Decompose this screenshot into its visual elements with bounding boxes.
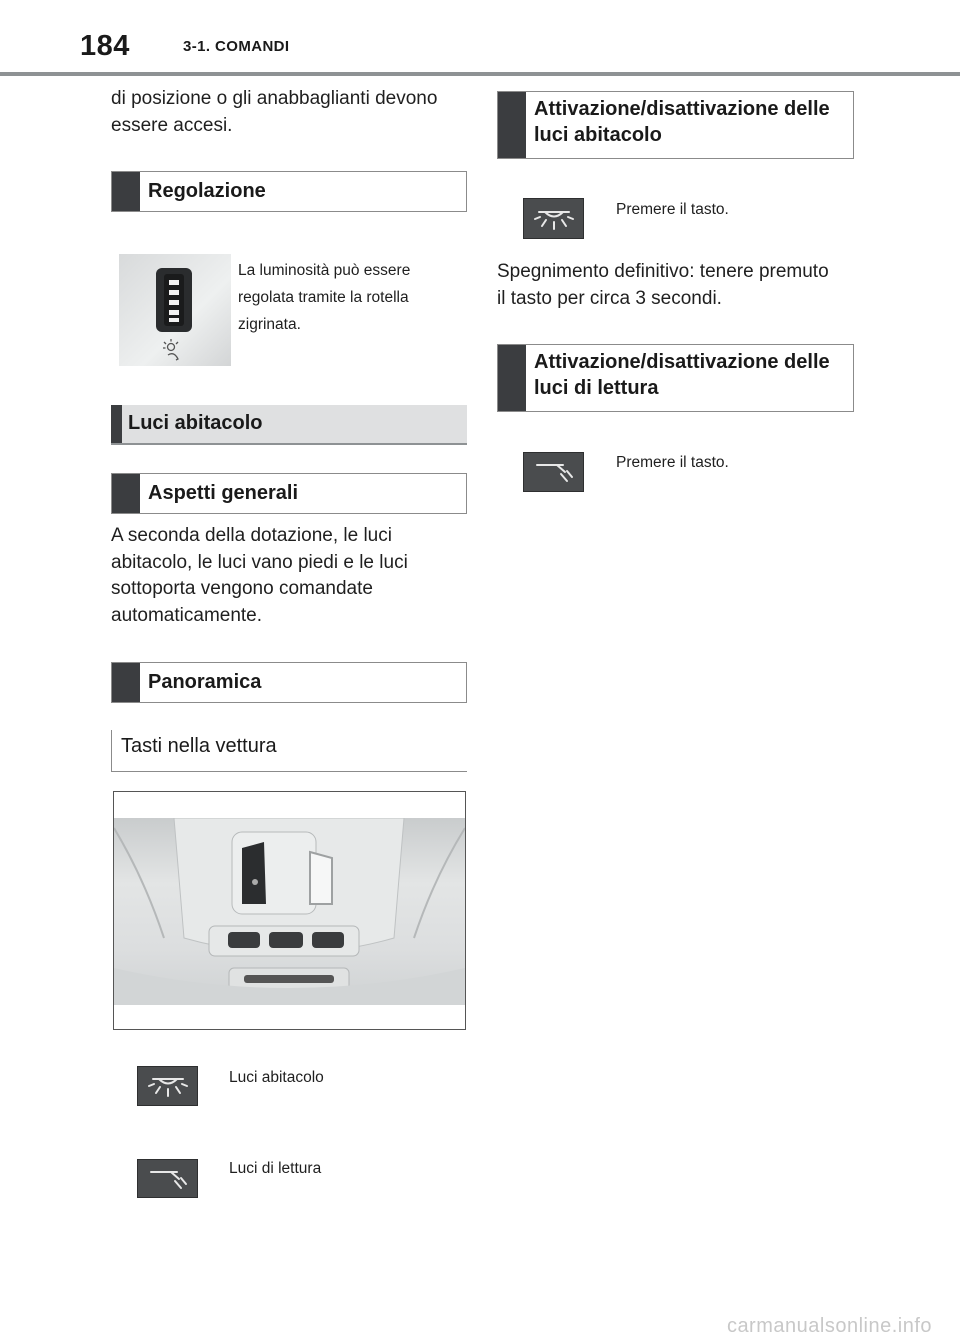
heading-attivazione-abitacolo-text: Attivazione/disattivazione delle luci abitacolo bbox=[534, 98, 830, 146]
heading-attivazione-lettura bbox=[497, 344, 854, 412]
chapter-title: 3-1. COMANDI bbox=[183, 38, 290, 55]
subheading-tasti-text: Tasti nella vettura bbox=[121, 735, 277, 757]
heading-luci-abitacolo bbox=[111, 405, 467, 445]
subheading-tasti bbox=[111, 730, 467, 772]
heading-aspetti-generali bbox=[111, 473, 467, 514]
overview-photo-frame bbox=[113, 791, 466, 1030]
legend-label-interior: Luci abitacolo bbox=[229, 1069, 324, 1086]
regolazione-caption: La luminosità può essere regolata tramite la rotella zigrinata. bbox=[238, 262, 411, 333]
heading-regolazione bbox=[111, 171, 467, 212]
heading-regolazione-text: Regolazione bbox=[148, 180, 266, 202]
thumbwheel-illustration bbox=[119, 254, 231, 366]
reading-light-icon bbox=[137, 1159, 198, 1198]
reading-light-button-icon bbox=[523, 452, 584, 492]
intro-paragraph: di posizione o gli anabbaglianti devono essere accesi. bbox=[111, 88, 438, 136]
header-rule bbox=[0, 72, 960, 76]
thumbwheel-image bbox=[119, 254, 231, 366]
page-number: 184 bbox=[80, 30, 130, 62]
aspetti-generali-paragraph: A seconda della dotazione, le luci abitacolo, le luci vano piedi e le luci sottoporta vengono comandate automaticamente. bbox=[111, 525, 408, 626]
heading-attivazione-lettura-text: Attivazione/disattivazione delle luci di lettura bbox=[534, 351, 830, 399]
note-spegnimento: Spegnimento definitivo: tenere premuto il tasto per circa 3 secondi. bbox=[497, 261, 829, 309]
interior-light-button-icon bbox=[523, 198, 584, 239]
heading-panoramica-text: Panoramica bbox=[148, 671, 262, 693]
heading-panoramica bbox=[111, 662, 467, 703]
legend-label-reading: Luci di lettura bbox=[229, 1160, 322, 1177]
overhead-console-photo bbox=[114, 818, 465, 1005]
heading-aspetti-generali-text: Aspetti generali bbox=[148, 482, 299, 504]
step-lettura: Premere il tasto. bbox=[616, 454, 729, 471]
watermark: carmanualsonline.info bbox=[726, 1315, 932, 1337]
step-abitacolo: Premere il tasto. bbox=[616, 201, 729, 218]
overhead-console-illustration bbox=[114, 818, 465, 1005]
heading-attivazione-abitacolo bbox=[497, 91, 854, 159]
heading-luci-abitacolo-text: Luci abitacolo bbox=[128, 412, 263, 434]
interior-light-icon bbox=[137, 1066, 198, 1106]
